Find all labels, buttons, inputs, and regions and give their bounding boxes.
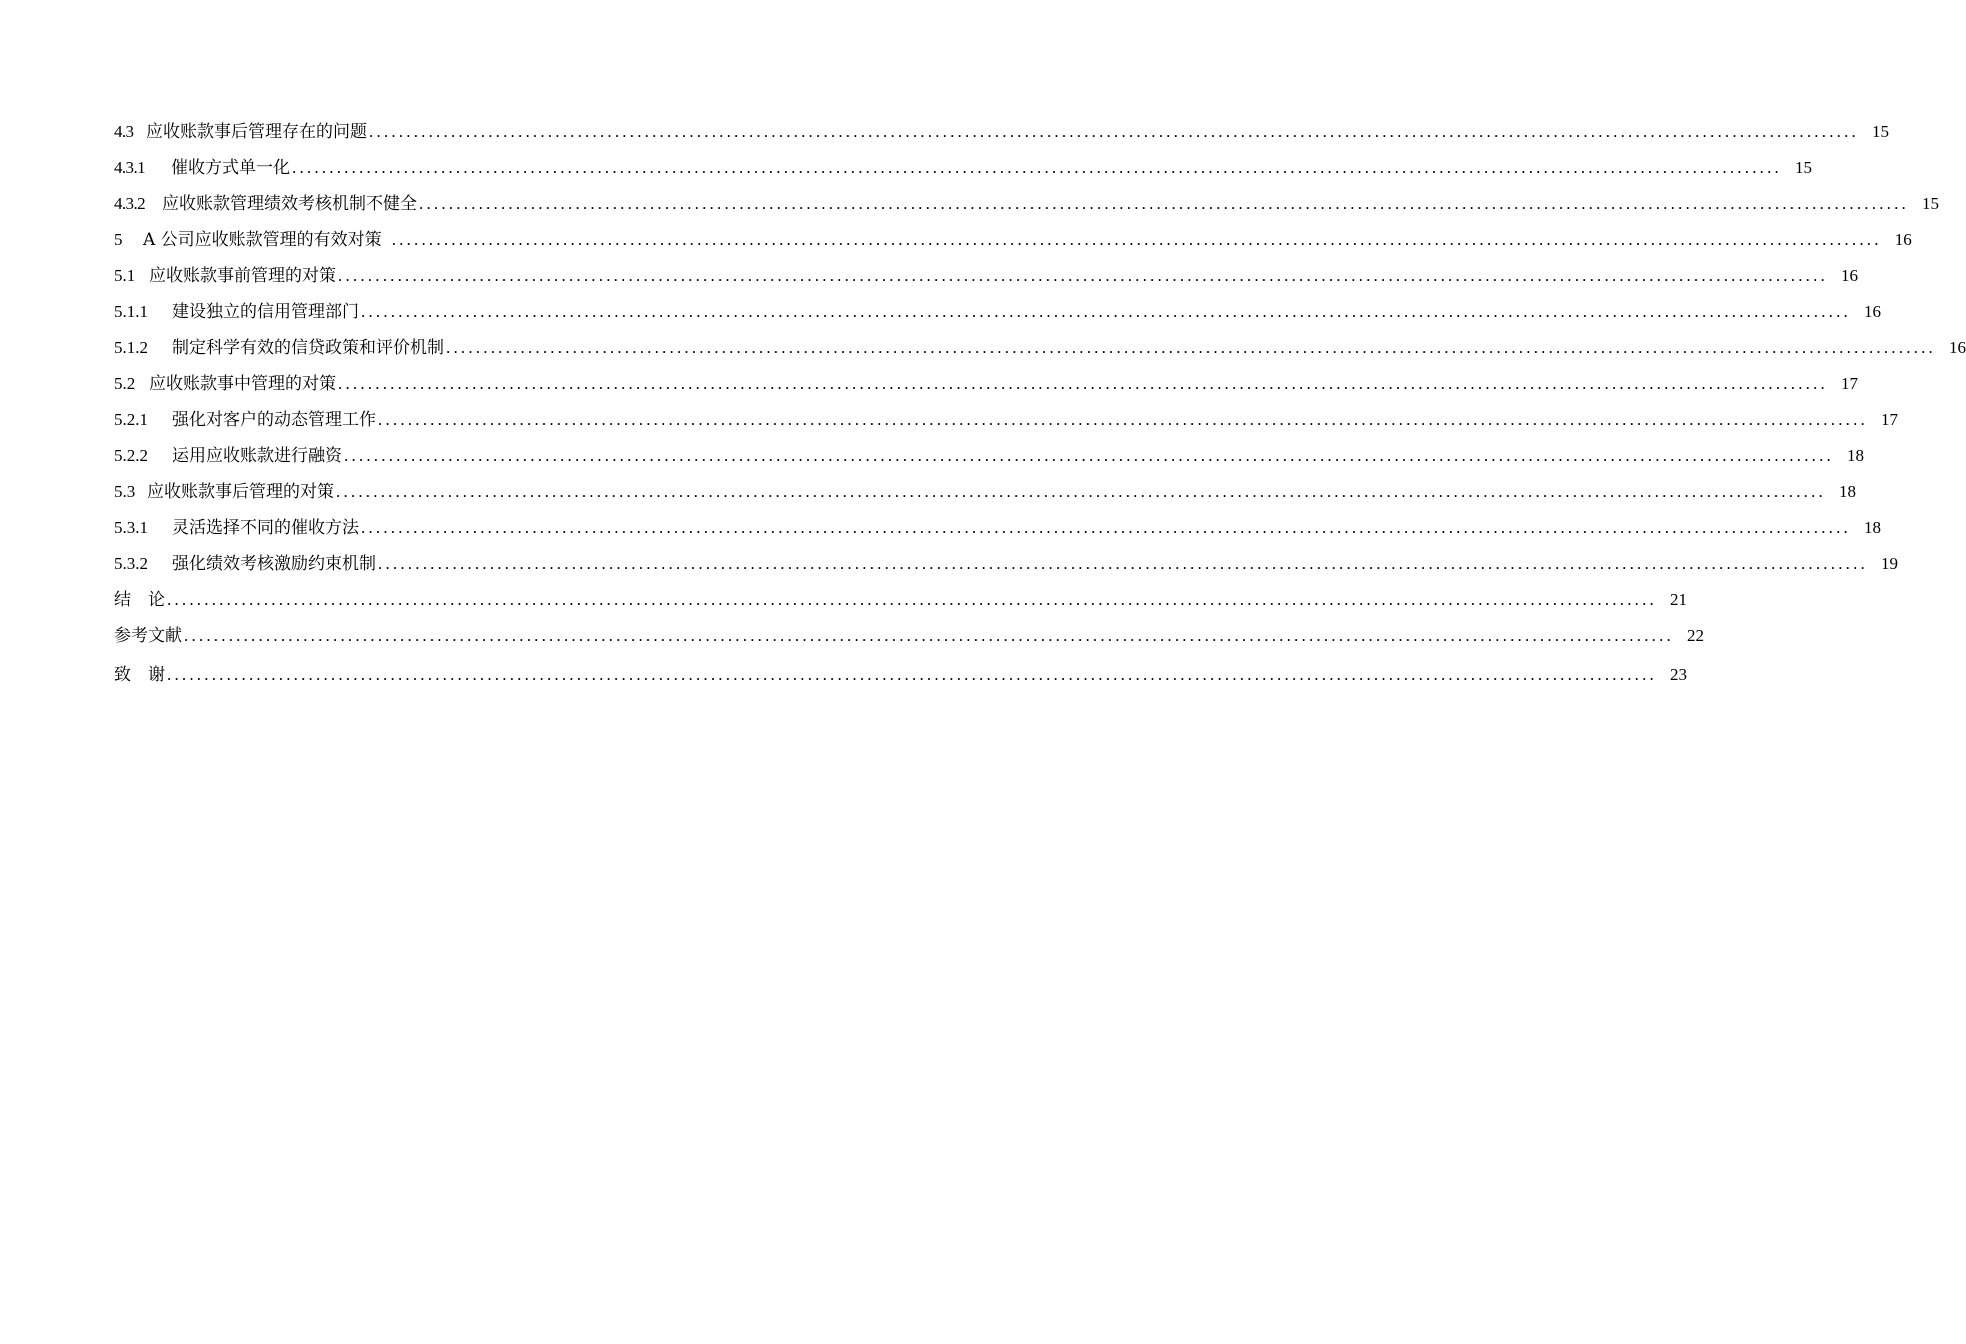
dot-leader: ........................................................................................................................................................................................................ xyxy=(184,626,1674,645)
toc-entry-number: 5.1.1 xyxy=(114,302,148,321)
dot-leader: ........................................................................................................................................................................................................ xyxy=(338,374,1828,393)
dot-leader: ........................................................................................................................................................................................................ xyxy=(292,158,1782,177)
toc-entry-number: 5.1.2 xyxy=(114,338,148,357)
dot-leader: ........................................................................................................................................................................................................ xyxy=(167,590,1657,609)
toc-entry-title: 灵活选择不同的催收方法 xyxy=(172,518,359,538)
toc-entry-page: 18 xyxy=(1864,518,1881,537)
toc-entry-title: 结 论 xyxy=(114,590,165,610)
toc-entry-page: 17 xyxy=(1841,374,1858,393)
dot-leader: ........................................................................................................................................................................................................ xyxy=(338,266,1828,285)
toc-entry-number: 5.3.2 xyxy=(114,554,148,573)
dot-leader: ........................................................................................................................................................................................................ xyxy=(391,230,1882,249)
toc-entry-acknowledgements[interactable] xyxy=(114,654,1687,696)
toc-entry-title: 致 谢 xyxy=(114,665,165,685)
table-of-contents xyxy=(114,114,1966,696)
toc-entry-5-3[interactable] xyxy=(114,474,1856,510)
toc-entry-page: 22 xyxy=(1687,626,1704,645)
toc-entry-page: 16 xyxy=(1841,266,1858,285)
dot-leader: ........................................................................................................................................................................................................ xyxy=(378,410,1868,429)
toc-entry-page: 23 xyxy=(1670,665,1687,684)
toc-entry-page: 15 xyxy=(1795,158,1812,177)
toc-entry-title: 应收账款事中管理的对策 xyxy=(149,374,336,394)
dot-leader: ........................................................................................................................................................................................................ xyxy=(336,482,1826,501)
toc-entry-number: 5.2.2 xyxy=(114,446,148,465)
toc-entry-5-1-1[interactable] xyxy=(114,294,1881,330)
toc-entry-title: A 公司应收账款管理的有效对策 xyxy=(143,230,382,250)
toc-entry-page: 21 xyxy=(1670,590,1687,609)
dot-leader: ........................................................................................................................................................................................................ xyxy=(446,338,1936,357)
dot-leader: ........................................................................................................................................................................................................ xyxy=(419,194,1909,213)
toc-entry-number: 5.3.1 xyxy=(114,518,148,537)
toc-entry-number: 5 xyxy=(114,230,123,249)
toc-entry-number: 5.1 xyxy=(114,266,136,285)
toc-entry-page: 16 xyxy=(1949,338,1966,357)
toc-entry-conclusion[interactable] xyxy=(114,582,1687,618)
toc-entry-5-2[interactable] xyxy=(114,366,1858,402)
toc-entry-5-1-2[interactable] xyxy=(114,330,1966,366)
toc-entry-page: 18 xyxy=(1839,482,1856,501)
toc-entry-number: 5.3 xyxy=(114,482,136,501)
toc-entry-number: 4.3.2 xyxy=(114,194,146,213)
toc-entry-number: 4.3 xyxy=(114,122,134,141)
toc-entry-title: 参考文献 xyxy=(114,626,182,646)
dot-leader: ........................................................................................................................................................................................................ xyxy=(361,518,1851,537)
dot-leader: ........................................................................................................................................................................................................ xyxy=(344,446,1834,465)
toc-entry-page: 15 xyxy=(1872,122,1889,141)
toc-entry-page: 15 xyxy=(1922,194,1939,213)
toc-entry-number: 5.2 xyxy=(114,374,136,393)
toc-entry-page: 18 xyxy=(1847,446,1864,465)
toc-entry-title: 应收账款事后管理存在的问题 xyxy=(146,122,367,142)
toc-entry-title: 运用应收账款进行融资 xyxy=(172,446,342,466)
toc-entry-number: 4.3.1 xyxy=(114,158,146,177)
dot-leader: ........................................................................................................................................................................................................ xyxy=(167,665,1657,684)
toc-entry-title: 应收账款管理绩效考核机制不健全 xyxy=(162,194,417,214)
toc-entry-title: 制定科学有效的信贷政策和评价机制 xyxy=(172,338,444,358)
toc-entry-4-3-1[interactable] xyxy=(114,150,1812,186)
toc-entry-page: 19 xyxy=(1881,554,1898,573)
toc-entry-page: 16 xyxy=(1894,230,1912,249)
toc-entry-number: 5.2.1 xyxy=(114,410,148,429)
toc-entry-5-3-1[interactable] xyxy=(114,510,1881,546)
toc-entry-title: 强化对客户的动态管理工作 xyxy=(172,410,376,430)
toc-entry-4-3-2[interactable] xyxy=(114,186,1939,222)
toc-entry-page: 16 xyxy=(1864,302,1881,321)
dot-leader: ........................................................................................................................................................................................................ xyxy=(361,302,1851,321)
toc-entry-5-2-2[interactable] xyxy=(114,438,1864,474)
toc-entry-5[interactable] xyxy=(114,222,1912,258)
dot-leader: ........................................................................................................................................................................................................ xyxy=(378,554,1868,573)
toc-entry-title: 应收账款事前管理的对策 xyxy=(149,266,336,286)
toc-entry-4-3[interactable] xyxy=(114,114,1889,150)
toc-entry-references[interactable] xyxy=(114,618,1704,654)
toc-entry-title: 强化绩效考核激励约束机制 xyxy=(172,554,376,574)
toc-entry-5-2-1[interactable] xyxy=(114,402,1898,438)
toc-entry-title: 应收账款事后管理的对策 xyxy=(147,482,334,502)
toc-entry-5-3-2[interactable] xyxy=(114,546,1898,582)
toc-entry-5-1[interactable] xyxy=(114,258,1858,294)
toc-entry-title: 建设独立的信用管理部门 xyxy=(172,302,359,322)
dot-leader: ........................................................................................................................................................................................................ xyxy=(369,122,1859,141)
toc-entry-page: 17 xyxy=(1881,410,1898,429)
toc-entry-title: 催收方式单一化 xyxy=(171,158,290,178)
